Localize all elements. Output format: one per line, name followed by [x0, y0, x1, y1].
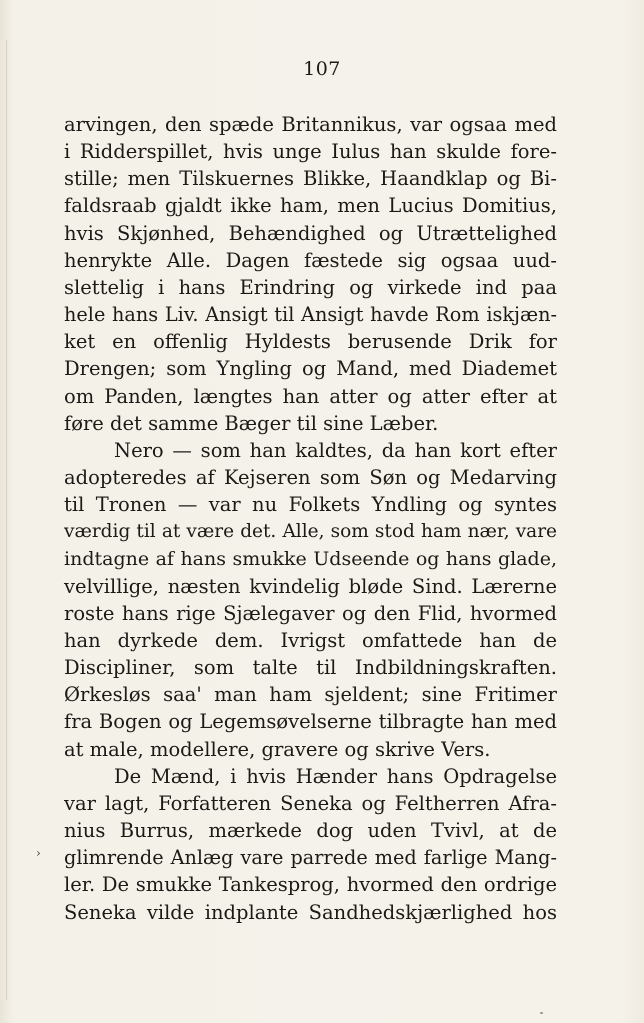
- text-line: arvingen, den spæde Britannikus, var ogsaa med: [64, 113, 557, 136]
- text-line: slettelig i hans Erindring og virkede ind paa: [64, 275, 557, 299]
- paper-speck: [540, 1012, 543, 1014]
- text-line: adopteredes af Kejseren som Søn og Medarving: [64, 466, 557, 490]
- body-text: [64, 111, 557, 926]
- text-line: Ørkesløs saa' man ham sjeldent; sine Fritimer: [64, 683, 557, 707]
- page-edge: [6, 40, 7, 1000]
- text-line: til Tronen — var nu Folkets Yndling og syntes: [64, 493, 557, 517]
- text-line: nius Burrus, mærkede dog uden Tvivl, at de: [64, 819, 557, 843]
- text-line: værdig til at være det. Alle, som stod ham nær, vare: [64, 521, 557, 543]
- text-line: faldsraab gjaldt ikke ham, men Lucius Domitius,: [64, 194, 557, 218]
- text-line: henrykte Alle. Dagen fæstede sig ogsaa uud-: [64, 248, 557, 272]
- margin-mark: ›: [36, 846, 41, 860]
- text-line: stille; men Tilskuernes Blikke, Haandklap og Bi-: [64, 167, 557, 191]
- text-line: Discipliner, som talte til Indbildningskraften.: [64, 656, 557, 680]
- text-line: fra Bogen og Legemsøvelserne tilbragte han med: [64, 710, 557, 734]
- text-line: indtagne af hans smukke Udseende og hans glade,: [64, 547, 557, 570]
- text-line: roste hans rige Sjælegaver og den Flid, hvormed: [64, 601, 557, 625]
- text-line: glimrende Anlæg vare parrede med farlige Mang-: [64, 846, 557, 870]
- text-line: ket en offenlig Hyldests berusende Drik for: [64, 330, 557, 354]
- text-line: var lagt, Forfatteren Seneka og Feltherren Afra-: [64, 791, 557, 815]
- text-line: han dyrkede dem. Ivrigst omfattede han de: [64, 628, 557, 652]
- text-line: De Mænd, i hvis Hænder hans Opdragelse: [114, 764, 557, 788]
- text-line: at male, modellere, gravere og skrive Vers.: [64, 737, 491, 761]
- text-line: Drengen; som Yngling og Mand, med Diademet: [64, 357, 557, 381]
- text-line: om Panden, længtes han atter og atter efter at: [64, 384, 557, 408]
- text-line: hvis Skjønhed, Behændighed og Utrættelighed: [64, 221, 557, 245]
- text-line: føre det samme Bæger til sine Læber.: [64, 411, 439, 435]
- text-line: velvillige, næsten kvindelig bløde Sind. Lærerne: [64, 574, 557, 598]
- page-number: 107: [303, 58, 341, 80]
- text-line: i Ridderspillet, hvis unge Iulus han skulde fore-: [64, 140, 557, 164]
- text-line: Nero — som han kaldtes, da han kort efter: [114, 438, 557, 462]
- text-line: Seneka vilde indplante Sandhedskjærlighed hos: [64, 900, 557, 924]
- text-line: hele hans Liv. Ansigt til Ansigt havde Rom iskjæn-: [64, 303, 557, 327]
- text-line: ler. De smukke Tankesprog, hvormed den ordrige: [64, 873, 557, 897]
